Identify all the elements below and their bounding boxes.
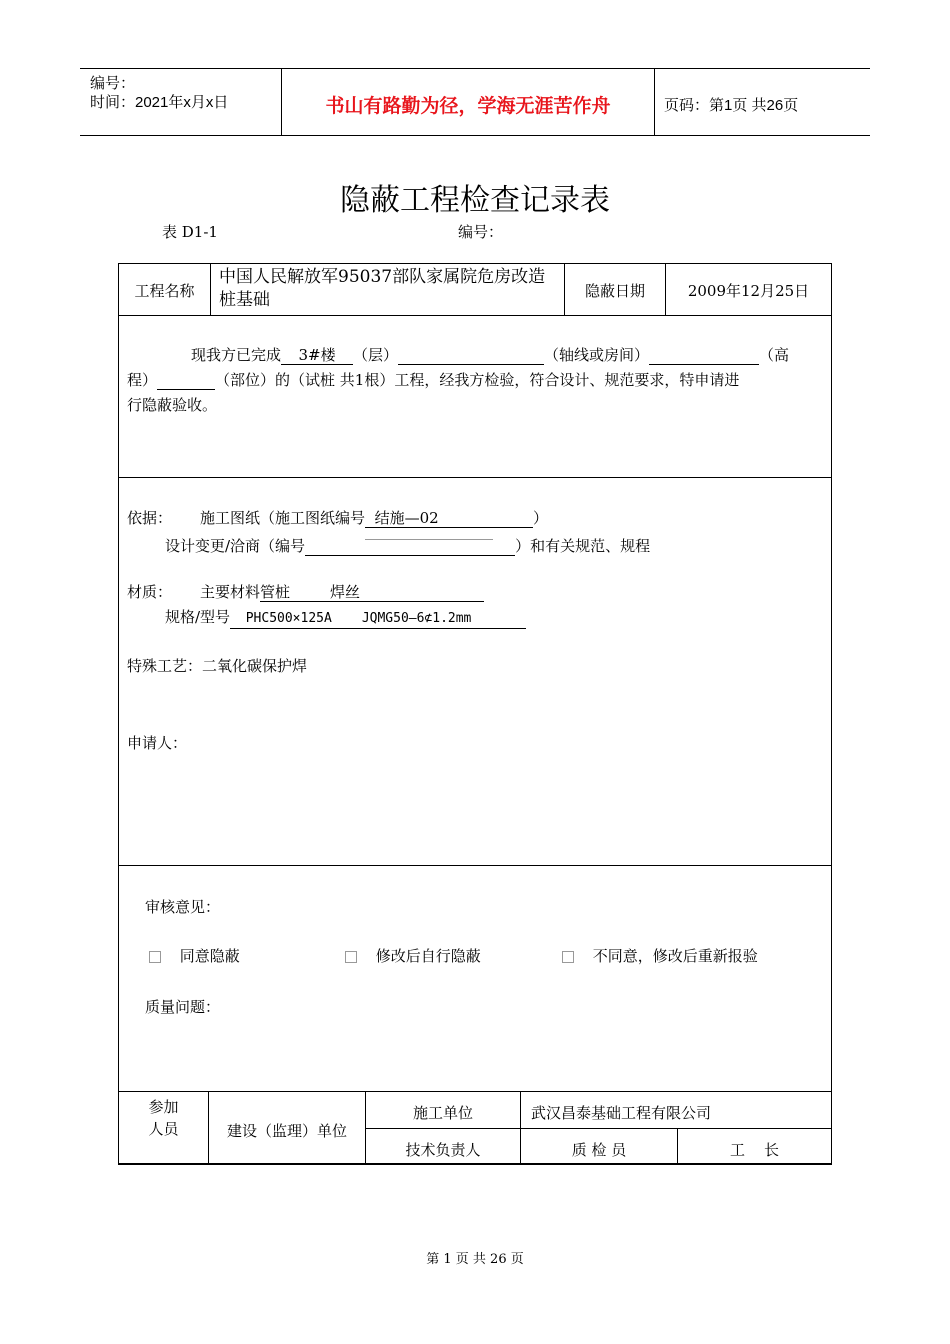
statement-text-4: （高 [759,346,790,364]
page-footer: 第 1 页 共 26 页 [426,1252,524,1267]
participants-label: 参加 人员 [148,1098,179,1138]
process-label: 特殊工艺： [127,657,203,675]
contractor-label: 施工单位 [412,1104,473,1122]
material-section [127,580,827,630]
basis-section [127,506,827,559]
project-name-label: 工程名称 [134,282,195,300]
elevation-field [157,371,215,390]
inspector-label: 质 检 员 [571,1141,627,1159]
statement-block [127,343,827,418]
floor-field [398,346,544,365]
conceal-date-value: 2009年12月25日 [687,282,810,300]
header-time: 时间：2021年x月x日 [90,94,229,111]
drawing-close: ） [533,509,549,527]
change-text: 设计变更/洽商（编号 [165,537,306,555]
material-label: 材质： [127,583,173,601]
statement-text-5: 程） [127,371,158,389]
statement-text-6: （部位）的（试桩 共1根）工程，经我方检验，符合设计、规范要求，特申请进 [215,371,740,389]
agree-checkbox[interactable] [149,951,161,963]
statement-text-2: （层） [353,346,399,364]
spec-field: PHC500×125A JQMG50—6⊄1.2mm [230,610,526,629]
drawing-text: 施工图纸（施工图纸编号 [200,509,366,527]
change-number-field [305,537,515,556]
foreman-label: 工 长 [729,1141,780,1159]
basis-label: 依据： [127,509,173,527]
self-conceal-label: 修改后自行隐蔽 [375,947,481,965]
spec-text: 规格/型号 [165,608,231,626]
drawing-number-field: 结施—02 [365,509,533,528]
agree-label: 同意隐蔽 [179,947,240,965]
reject-label: 不同意，修改后重新报验 [592,947,758,965]
quality-issue-label: 质量问题： [145,998,221,1016]
applicant-label: 申请人： [127,734,188,752]
reject-checkbox[interactable] [562,951,574,963]
review-option-self-conceal[interactable] [345,945,481,966]
owner-unit-label: 建设（监理）单位 [226,1122,347,1140]
inspection-form [118,263,832,1165]
contractor-value: 武汉昌泰基础工程有限公司 [531,1104,712,1122]
process-section [127,655,307,676]
main-material-text: 主要材料 [200,583,261,601]
axis-field [649,346,759,365]
page-title: 隐蔽工程检查记录表 [340,183,610,218]
process-value: 二氧化碳保护焊 [202,657,308,675]
tech-lead-label: 技术负责人 [405,1141,481,1159]
conceal-date-label: 隐蔽日期 [584,282,645,300]
change-close: ）和有关规范、规程 [515,537,651,555]
doc-number-label: 编号： [458,223,504,241]
review-option-reject[interactable] [562,945,758,966]
review-option-agree[interactable] [149,945,240,966]
statement-text-1: 现我方已完成 [191,346,282,364]
form-code: 表 D1-1 [162,223,218,241]
main-material-field: 管桩 焊丝 [260,583,484,602]
building-field: 3#楼 [281,346,353,365]
header-number-label: 编号： [90,75,136,92]
header-page-info: 页码：第1页 共26页 [664,97,799,114]
review-label: 审核意见： [145,898,221,916]
statement-text-3: （轴线或房间） [544,346,650,364]
header-motto: 书山有路勤为径，学海无涯苦作舟 [325,95,611,117]
project-name-value: 中国人民解放军95037部队家属院危房改造桩基础 [219,267,546,310]
self-conceal-checkbox[interactable] [345,951,357,963]
statement-text-7: 行隐蔽验收。 [127,396,218,414]
